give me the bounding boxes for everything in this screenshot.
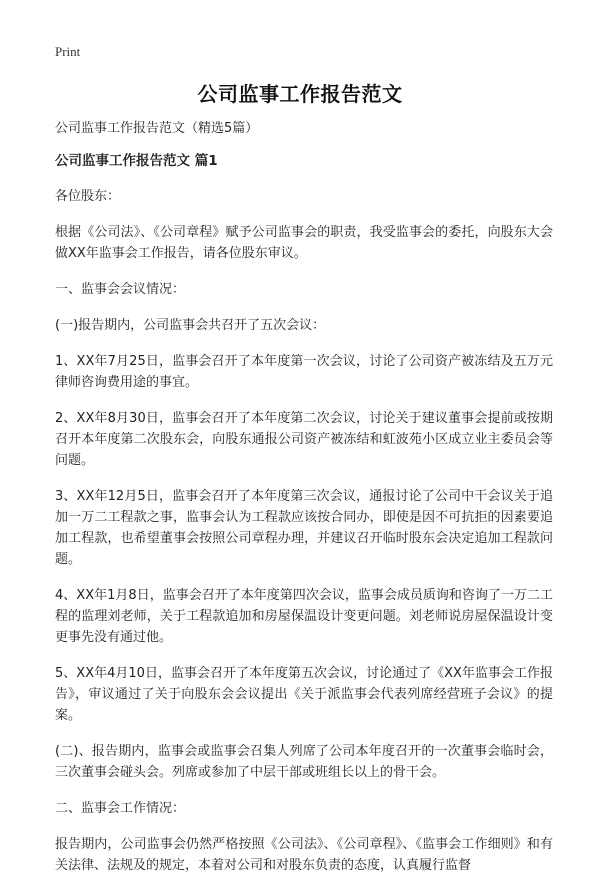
section-title: 公司监事工作报告范文 篇1 xyxy=(55,153,218,169)
document-body xyxy=(55,118,553,891)
paragraph-meeting-1: 1、XX年7月25日，监事会召开了本年度第一次会议，讨论了公司资产被冻结及五万元律师咨询费用途的事宜。 xyxy=(55,354,553,390)
heading-work: 二、监事会工作情况： xyxy=(55,801,186,816)
paragraph-attendance: (二)、报告期内，监事会或监事会召集人列席了公司本年度召开的一次董事会临时会，三次董事会碰头会。列席或参加了中层干部或班组长以上的骨干会。 xyxy=(55,744,553,780)
document-subtitle: 公司监事工作报告范文（精选5篇） xyxy=(55,121,259,136)
paragraph-intro: 根据《公司法》、《公司章程》赋予公司监事会的职责，我受监事会的委托，向股东大会做XX年监事会工作报告，请各位股东审议。 xyxy=(55,225,553,261)
paragraph-meeting-5: 5、XX年4月10日，监事会召开了本年度第五次会议，讨论通过了《XX年监事会工作报告》，审议通过了关于向股东会会议提出《关于派监事会代表列席经营班子会议》的提案。 xyxy=(55,666,553,723)
heading-meetings: 一、监事会会议情况： xyxy=(55,282,186,297)
document-title: 公司监事工作报告范文 xyxy=(197,82,403,106)
paragraph-salutation: 各位股东： xyxy=(55,189,121,204)
print-label: Print xyxy=(55,44,81,59)
paragraph-meeting-4: 4、XX年1月8日，监事会召开了本年度第四次会议，监事会成员质询和咨询了一万二工程的监理刘老师，关于工程款追加和房屋保温设计变更问题。刘老师说房屋保温设计变更事先没有通过他。 xyxy=(55,588,553,645)
paragraph-meetings-summary: (一)报告期内，公司监事会共召开了五次会议： xyxy=(55,318,326,333)
paragraph-meeting-3: 3、XX年12月5日，监事会召开了本年度第三次会议，通报讨论了公司中干会议关于追加一万二工程款之事，监事会认为工程款应该按合同办，即使是因不可抗拒的因素要追加工程款，也希望董事会按照公司章程办理，并建议召开临时股东会决定追加工程款问题。 xyxy=(55,489,553,567)
paragraph-meeting-2: 2、XX年8月30日，监事会召开了本年度第二次会议，讨论关于建议董事会提前或按期召开本年度第二次股东会，向股东通报公司资产被冻结和虹波苑小区成立业主委员会等问题。 xyxy=(55,411,553,468)
paragraph-work: 报告期内，公司监事会仍然严格按照《公司法》、《公司章程》、《监事会工作细则》和有关法律、法规及的规定，本着对公司和对股东负责的态度，认真履行监督 xyxy=(55,837,553,873)
